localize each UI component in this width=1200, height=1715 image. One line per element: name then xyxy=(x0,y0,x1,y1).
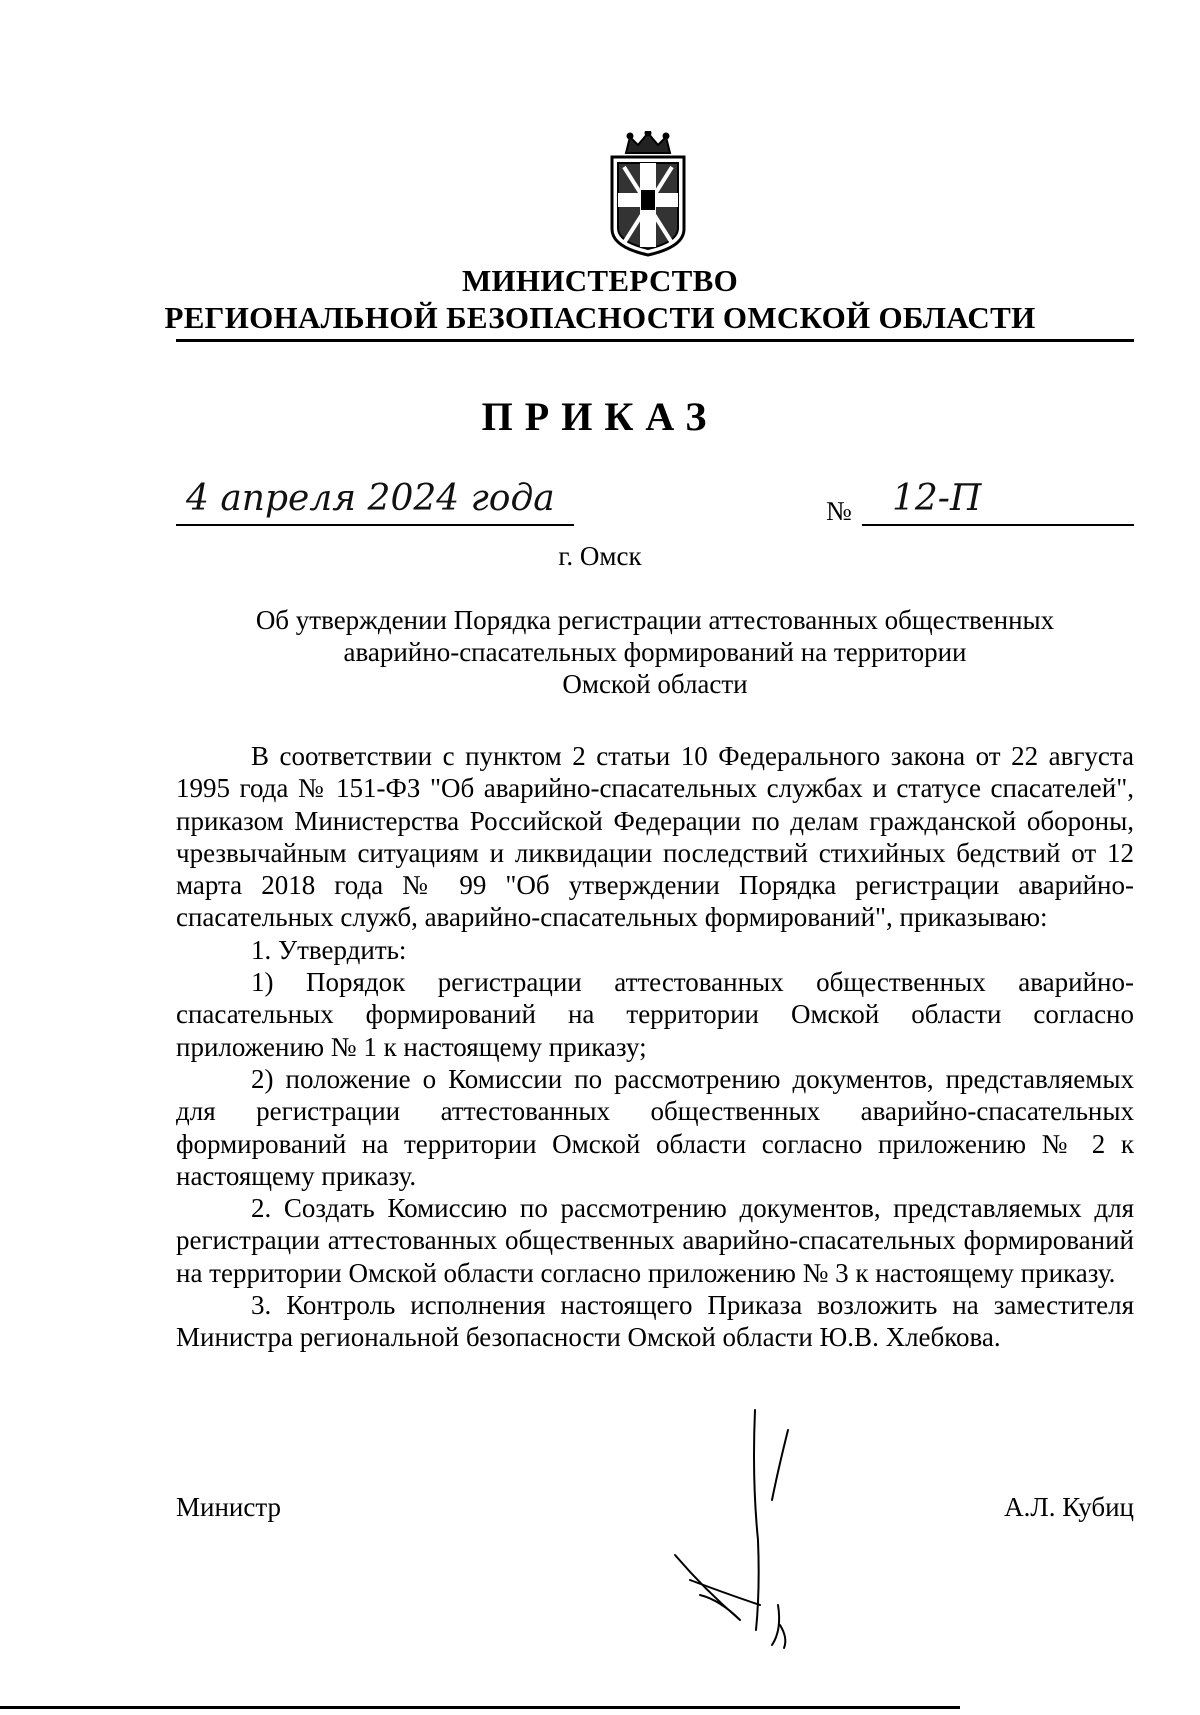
order-title-line: аварийно-спасательных формирований на территории xyxy=(343,637,967,667)
signatory-position: Министр xyxy=(176,1492,281,1522)
city: г. Омск xyxy=(558,541,642,571)
preamble-paragraph: В соответствии с пунктом 2 статьи 10 Федерального закона от 22 августа 1995 года № 151-ФЗ "Об аварийно-спасательных службах и статусе спасателей", приказом Министерства Российской Федерации по делам гражданской обороны, чрезвычайным ситуациям и ликвидации последствий стихийных бедствий от 12 марта 2018 года № 99 "Об утверждении Порядка регистрации аварийно-спасательных служб, аварийно-спасательных формирований", приказываю: xyxy=(176,741,1134,933)
header-divider xyxy=(176,339,1134,342)
item-1-2-paragraph: 2) положение о Комиссии по рассмотрению документов, представляемых для регистрации аттестованных общественных аварийно-спасательных формирований на территории Омской области согласно приложению № 2 к настоящему приказу. xyxy=(176,1063,1134,1191)
item-2-paragraph: 2. Создать Комиссию по рассмотрению документов, представляемых для регистрации аттестованных общественных аварийно-спасательных формирований на территории Омской области согласно приложению № 3 к настоящему приказу. xyxy=(176,1193,1134,1288)
ministry-name-line1: МИНИСТЕРСТВО xyxy=(461,263,739,298)
document-type: ПРИКАЗ xyxy=(481,394,719,439)
footer-rule xyxy=(0,1706,960,1709)
handwritten-signature xyxy=(660,1390,810,1650)
item-1-1-paragraph: 1) Порядок регистрации аттестованных общественных аварийно-спасательных формирований на территории Омской области согласно приложению № 1 к настоящему приказу; xyxy=(176,967,1134,1062)
number-label: № xyxy=(826,496,852,526)
order-title-line: Омской области xyxy=(562,669,748,699)
coat-of-arms-icon xyxy=(606,131,690,257)
item-1-heading: 1. Утвердить: xyxy=(251,934,407,965)
date-underline xyxy=(176,524,574,526)
signatory-name: А.Л. Кубиц xyxy=(1004,1492,1134,1522)
order-title xyxy=(176,604,1134,700)
ministry-name-line2: РЕГИОНАЛЬНОЙ БЕЗОПАСНОСТИ ОМСКОЙ ОБЛАСТИ xyxy=(164,300,1036,335)
handwritten-number: 12-П xyxy=(892,478,982,519)
order-title-line: Об утверждении Порядка регистрации аттестованных общественных xyxy=(255,605,1055,635)
order-body xyxy=(176,740,1134,1354)
number-underline xyxy=(862,524,1134,526)
handwritten-date: 4 апреля 2024 года xyxy=(186,478,555,519)
item-3-paragraph: 3. Контроль исполнения настоящего Приказа возложить на заместителя Министра региональной безопасности Омской области Ю.В. Хлебкова. xyxy=(176,1290,1134,1353)
